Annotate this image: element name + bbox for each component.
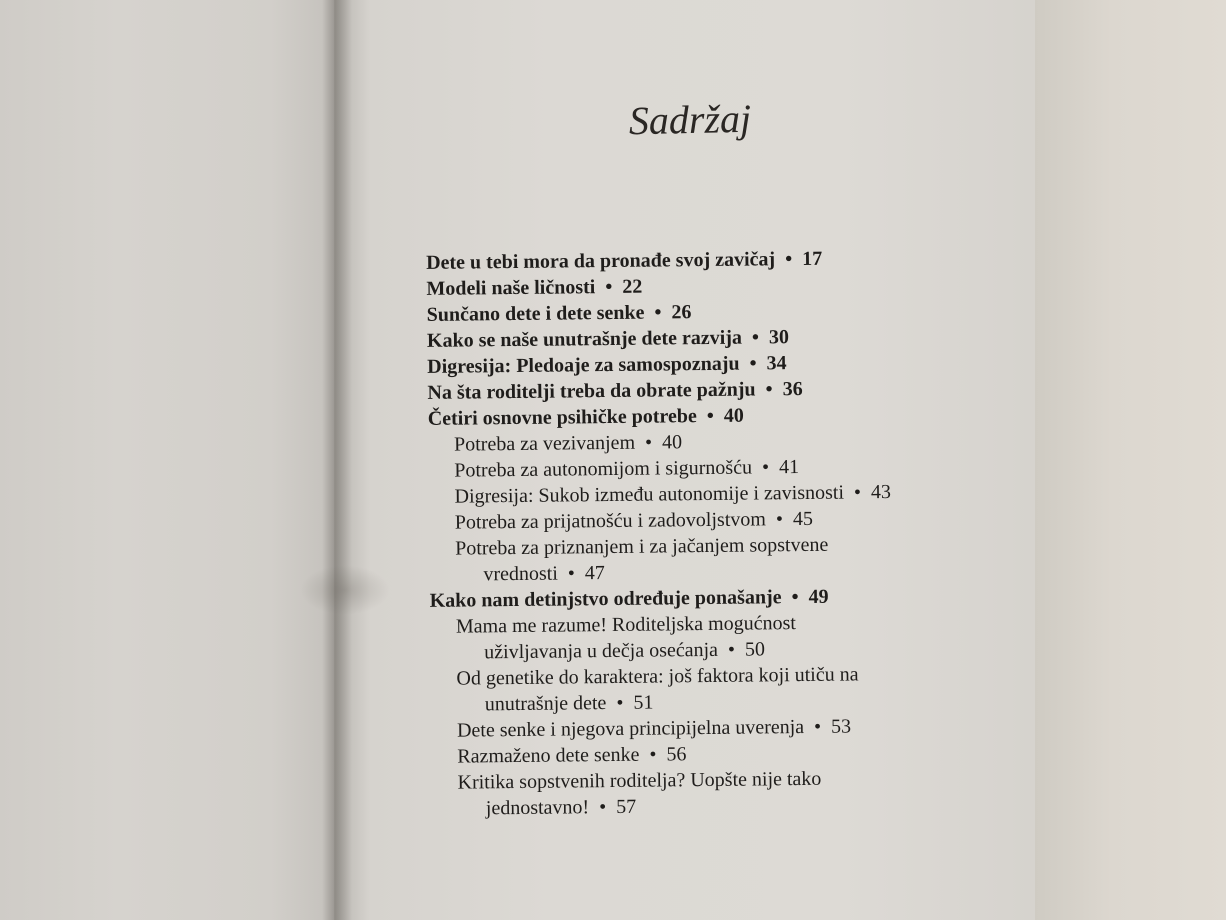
separator-dot: • [765, 378, 773, 401]
separator-dot: • [761, 456, 770, 479]
separator-dot: • [649, 743, 657, 766]
separator-dot: • [654, 301, 662, 324]
entry-page-number: 30 [768, 326, 790, 349]
entry-title: Potreba za autonomijom i sigurnošću [454, 456, 753, 482]
entry-page-number: 40 [661, 431, 683, 454]
page-title: Sadržaj [628, 95, 752, 144]
table-surface [1035, 0, 1226, 920]
entry-title: Kako nam detinjstvo određuje ponašanje [429, 586, 782, 612]
entry-title: Na šta roditelji treba da obrate pažnju [427, 378, 756, 404]
entry-title: Potreba za vezivanjem [453, 431, 636, 456]
page-crease [300, 565, 390, 615]
entry-title: Digresija: Pledoaje za samospoznaju [427, 352, 740, 378]
entry-page-number: 26 [671, 301, 692, 324]
entry-title: vrednosti [483, 562, 558, 586]
entry-title: Kako se naše unutrašnje dete razvija [426, 326, 743, 352]
entry-page-number: 34 [766, 352, 787, 375]
entry-title: uživljavanja u dečja osećanja [484, 638, 719, 664]
entry-title: Potreba za prijatnošću i zadovoljstvom [454, 508, 767, 534]
entry-page-number: 56 [666, 743, 687, 766]
entry-page-number: 43 [870, 481, 892, 504]
entry-page-number: 17 [802, 247, 823, 270]
entry-page-number: 49 [808, 585, 829, 608]
separator-dot: • [616, 691, 624, 714]
entry-page-number: 41 [778, 456, 800, 479]
separator-dot: • [791, 586, 799, 609]
entry-page-number: 51 [633, 691, 654, 714]
separator-dot: • [749, 352, 757, 375]
entry-page-number: 47 [584, 562, 605, 585]
entry-page-number: 22 [622, 275, 643, 298]
entry-title: Potreba za priznanjem i za jačanjem sopstvene [455, 533, 829, 560]
entry-title: Sunčano dete i dete senke [426, 301, 645, 326]
entry-title: Dete senke i njegova principijelna uverenja [456, 716, 805, 742]
separator-dot: • [853, 481, 862, 504]
entry-title: Razmaženo dete senke [457, 743, 640, 768]
separator-dot: • [706, 404, 714, 428]
entry-title: Četiri osnovne psihičke potrebe [427, 405, 697, 430]
entry-title: unutrašnje dete [484, 692, 607, 716]
separator-dot: • [644, 431, 653, 454]
left-page [0, 0, 338, 920]
entry-title: Modeli naše ličnosti [426, 276, 596, 300]
entry-title: Od genetike do karaktera: još faktora koji utiču na [456, 663, 859, 690]
separator-dot: • [751, 326, 760, 349]
separator-dot: • [605, 275, 613, 299]
entry-page-number: 36 [782, 378, 803, 401]
separator-dot: • [785, 248, 793, 271]
entry-page-number: 45 [792, 507, 814, 531]
separator-dot: • [727, 638, 736, 661]
entry-page-number: 53 [831, 715, 852, 738]
entry-page-number: 57 [616, 795, 637, 818]
separator-dot: • [813, 715, 822, 738]
separator-dot: • [567, 562, 575, 585]
entry-title: Kritika sopstvenih roditelja? Uopšte nije tako [457, 767, 822, 794]
table-of-contents [420, 244, 986, 822]
entry-title: Dete u tebi mora da pronađe svoj zavičaj [426, 248, 776, 274]
entry-title: jednostavno! [485, 796, 590, 820]
book-gutter [322, 0, 352, 920]
entry-page-number: 50 [744, 638, 766, 661]
entry-title: Mama me razume! Roditeljska mogućnost [455, 612, 796, 638]
entry-title: Digresija: Sukob između autonomije i zavisnosti [454, 481, 845, 508]
separator-dot: • [599, 796, 607, 819]
separator-dot: • [775, 508, 784, 531]
entry-page-number: 40 [723, 404, 744, 427]
